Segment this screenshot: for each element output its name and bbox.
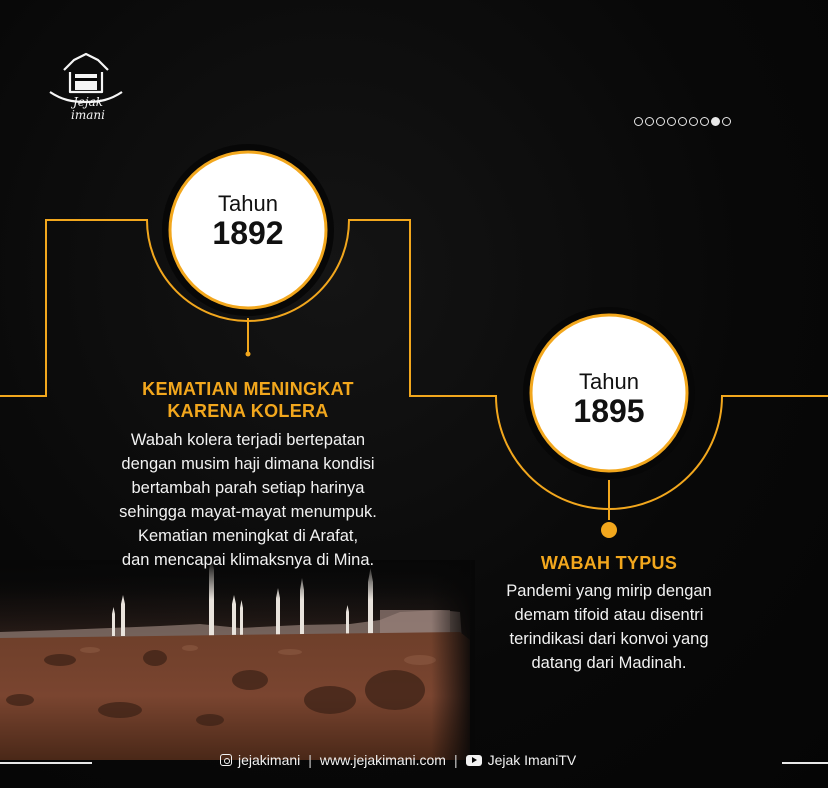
description-line: Wabah kolera terjadi bertepatan	[130, 431, 366, 449]
description-line: Pandemi yang mirip dengan	[506, 582, 712, 600]
footer-separator: |	[453, 752, 458, 768]
year-label: Tahun	[579, 369, 639, 394]
year-badge-1895	[549, 370, 669, 428]
website-link[interactable]: www.jejakimani.com	[319, 752, 446, 768]
year-badge-1892	[188, 192, 308, 250]
pagination-dot[interactable]	[689, 117, 698, 126]
pagination-dot[interactable]	[645, 117, 654, 126]
description-line: Kematian meningkat di Arafat,	[137, 527, 359, 545]
pagination-dot[interactable]	[656, 117, 665, 126]
event-heading-1895	[484, 552, 734, 574]
logo-word-jejak: Jejak	[72, 95, 104, 109]
heading-line: KEMATIAN MENINGKAT	[142, 379, 354, 399]
year-label: Tahun	[218, 191, 278, 216]
logo-wordmark	[58, 96, 118, 122]
timeline-dot-1895	[601, 522, 617, 538]
logo-word-imani: imani	[71, 108, 105, 122]
heading-line: KARENA KOLERA	[167, 401, 329, 421]
description-line: dan mencapai klimaksnya di Mina.	[121, 551, 375, 569]
instagram-icon	[220, 754, 232, 766]
footer	[0, 744, 828, 778]
timeline-dot-1892	[246, 352, 251, 357]
pagination-dot[interactable]	[700, 117, 709, 126]
pagination-dot[interactable]	[634, 117, 643, 126]
description-line: sehingga mayat-mayat menumpuk.	[119, 503, 377, 521]
description-line: demam tifoid atau disentri	[514, 606, 704, 624]
description-line: bertambah parah setiap harinya	[131, 479, 365, 497]
youtube-icon	[466, 755, 482, 766]
pagination-dot[interactable]	[678, 117, 687, 126]
event-description-1895	[474, 579, 744, 675]
footer-separator: |	[308, 752, 312, 768]
heading-line: WABAH TYPUS	[540, 553, 678, 573]
pagination-dot-active[interactable]	[711, 117, 720, 126]
instagram-handle[interactable]: jejakimani	[238, 752, 301, 768]
year-number: 1895	[573, 393, 645, 429]
event-heading-1892	[96, 378, 400, 422]
pagination-dot[interactable]	[667, 117, 676, 126]
year-number: 1892	[212, 215, 284, 251]
youtube-channel[interactable]: Jejak ImaniTV	[487, 752, 577, 768]
event-description-1892	[86, 428, 410, 572]
description-line: datang dari Madinah.	[531, 654, 687, 672]
pagination-dot[interactable]	[722, 117, 731, 126]
description-line: terindikasi dari konvoi yang	[509, 630, 709, 648]
pagination-dots[interactable]	[634, 117, 731, 126]
description-line: dengan musim haji dimana kondisi	[121, 455, 375, 473]
